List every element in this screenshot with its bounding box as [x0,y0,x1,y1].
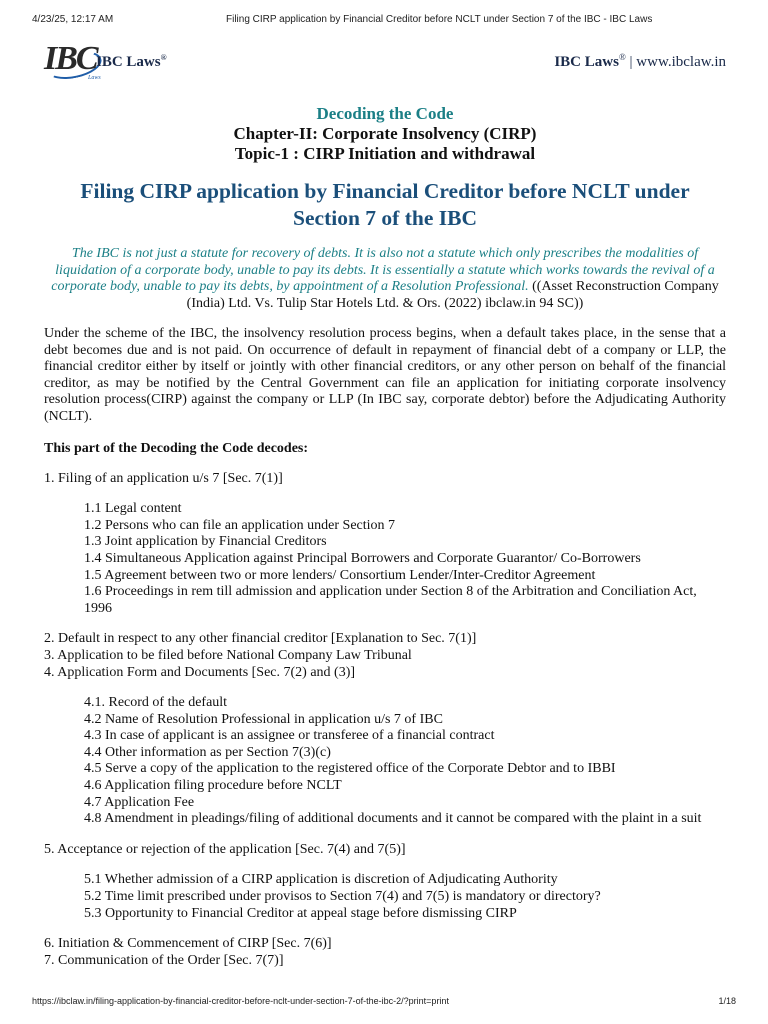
brand-reg: ® [618,52,626,62]
logo-mark: IBC [44,40,97,77]
topic-title: Topic-1 : CIRP Initiation and withdrawal [234,144,536,163]
page-number: 1/18 [718,996,736,1006]
toc-item-1[interactable]: 1. Filing of an application u/s 7 [Sec. 7(1)] [44,470,283,486]
toc-subitem[interactable]: 4.8 Amendment in pleadings/filing of additional documents and it cannot be compared with the plaint in a suit [84,811,702,827]
page-title-line-2: Section 7 of the IBC [293,206,477,230]
toc-subitem[interactable]: 4.6 Application filing procedure before NCLT [84,778,342,794]
toc-subitem[interactable]: 1.2 Persons who can file an application under Section 7 [84,517,396,533]
table-of-contents [44,471,726,970]
toc-subitem[interactable]: 1.4 Simultaneous Application against Principal Borrowers and Corporate Guarantor/ Co-Borrowers [84,550,641,566]
toc-item-3[interactable]: 3. Application to be filed before National Company Law Tribunal [44,647,412,663]
toc-item-4[interactable]: 4. Application Form and Documents [Sec. 7(2) and (3)] [44,664,356,680]
logo-name: IBC Laws® [96,53,167,70]
toc-subitem[interactable]: 4.2 Name of Resolution Professional in application u/s 7 of IBC [84,711,443,727]
print-header [0,14,768,28]
toc-item-5[interactable]: 5. Acceptance or rejection of the application [Sec. 7(4) and 7(5)] [44,841,406,857]
ibc-laws-logo[interactable] [44,42,184,82]
toc-item-6[interactable]: 6. Initiation & Commencement of CIRP [Sec. 7(6)] [44,936,332,952]
brand-name: IBC Laws [554,54,619,70]
brand-separator: | [625,54,637,70]
toc-subitem[interactable]: 5.3 Opportunity to Financial Creditor at appeal stage before dismissing CIRP [84,905,517,921]
print-footer [0,996,768,1010]
intro-paragraph: Under the scheme of the IBC, the insolvency resolution process begins, when a default takes place, in the sense that a debt becomes due and is not paid. On occurrence of default in repayment of financial debt of a company or LLP, the financial creditor either by itself or jointly with other financial creditors, or any other person on behalf of the financial creditor, as may be notified by the Central Government can file an application for initiating corporate insolvency resolution process(CIRP) against the company or LLP (In IBC say, corporate debtor) before the Adjudicating Authority (NCLT). [44,326,726,424]
page-title-line-1: Filing CIRP application by Financial Creditor before NCLT under [80,179,690,203]
quote-citation: ((Asset Reconstruction Company (India) Ltd. Vs. Tulip Star Hotels Ltd. & Ors. (2022) ibclaw.in 94 SC)) [186,279,719,311]
toc-subitem[interactable]: 5.2 Time limit prescribed under provisos to Section 7(4) and 7(5) is mandatory or directory? [84,889,601,905]
toc-subitem[interactable]: 5.1 Whether admission of a CIRP application is discretion of Adjudicating Authority [84,872,558,888]
toc-subitem[interactable]: 4.4 Other information as per Section 7(3)(c) [84,744,331,760]
toc-subitem[interactable]: 4.5 Serve a copy of the application to the registered office of the Corporate Debtor and to IBBI [84,761,616,777]
brand-site-link[interactable]: www.ibclaw.in [636,54,726,70]
toc-sublist-4 [44,695,726,828]
kicker: Decoding the Code [316,104,454,123]
print-url[interactable]: https://ibclaw.in/filing-application-by-financial-creditor-before-nclt-under-section-7-of-the-ibc-2/?print=print [32,996,449,1006]
toc-subitem[interactable]: 1.5 Agreement between two or more lenders/ Consortium Lender/Inter-Creditor Agreement [84,567,596,583]
toc-subitem[interactable]: 1.1 Legal content [84,501,182,517]
quote-text: The IBC is not just a statute for recovery of debts. It is also not a statute which only prescribes the modalities of liquidation of a corporate body, unable to pay its debts. It is essentially a statute which works towards the revival of a corporate body, unable to pay its debts, by appointment of a Resolution Professional. [51,246,715,294]
toc-subitem[interactable]: 4.7 Application Fee [84,794,195,810]
toc-subitem[interactable]: 1.6 Proceedings in rem till admission and application under Section 8 of the Arbitration and Conciliation Act, 1996 [84,584,697,616]
toc-item-2[interactable]: 2. Default in respect to any other financial creditor [Explanation to Sec. 7(1)] [44,631,477,647]
print-date: 4/23/25, 12:17 AM [32,14,114,25]
toc-subitem[interactable]: 4.1. Record of the default [84,695,228,711]
toc-sublist-1 [44,501,726,617]
toc-subitem[interactable]: 4.3 In case of applicant is an assignee or transferee of a financial contract [84,728,495,744]
toc-subitem[interactable]: 1.3 Joint application by Financial Creditors [84,534,327,550]
toc-sublist-5 [44,872,726,922]
decodes-heading: This part of the Decoding the Code decodes: [44,440,309,456]
page-title [44,178,726,232]
toc-item-7[interactable]: 7. Communication of the Order [Sec. 7(7)] [44,952,284,968]
supreme-court-quote [44,246,726,312]
site-brand [554,52,726,71]
chapter-title: Chapter-II: Corporate Insolvency (CIRP) [233,124,537,143]
print-doc-title: Filing CIRP application by Financial Creditor before NCLT under Section 7 of the IBC - IBC Laws [226,14,653,25]
article [44,104,726,969]
logo-subtext: Laws [88,75,101,81]
